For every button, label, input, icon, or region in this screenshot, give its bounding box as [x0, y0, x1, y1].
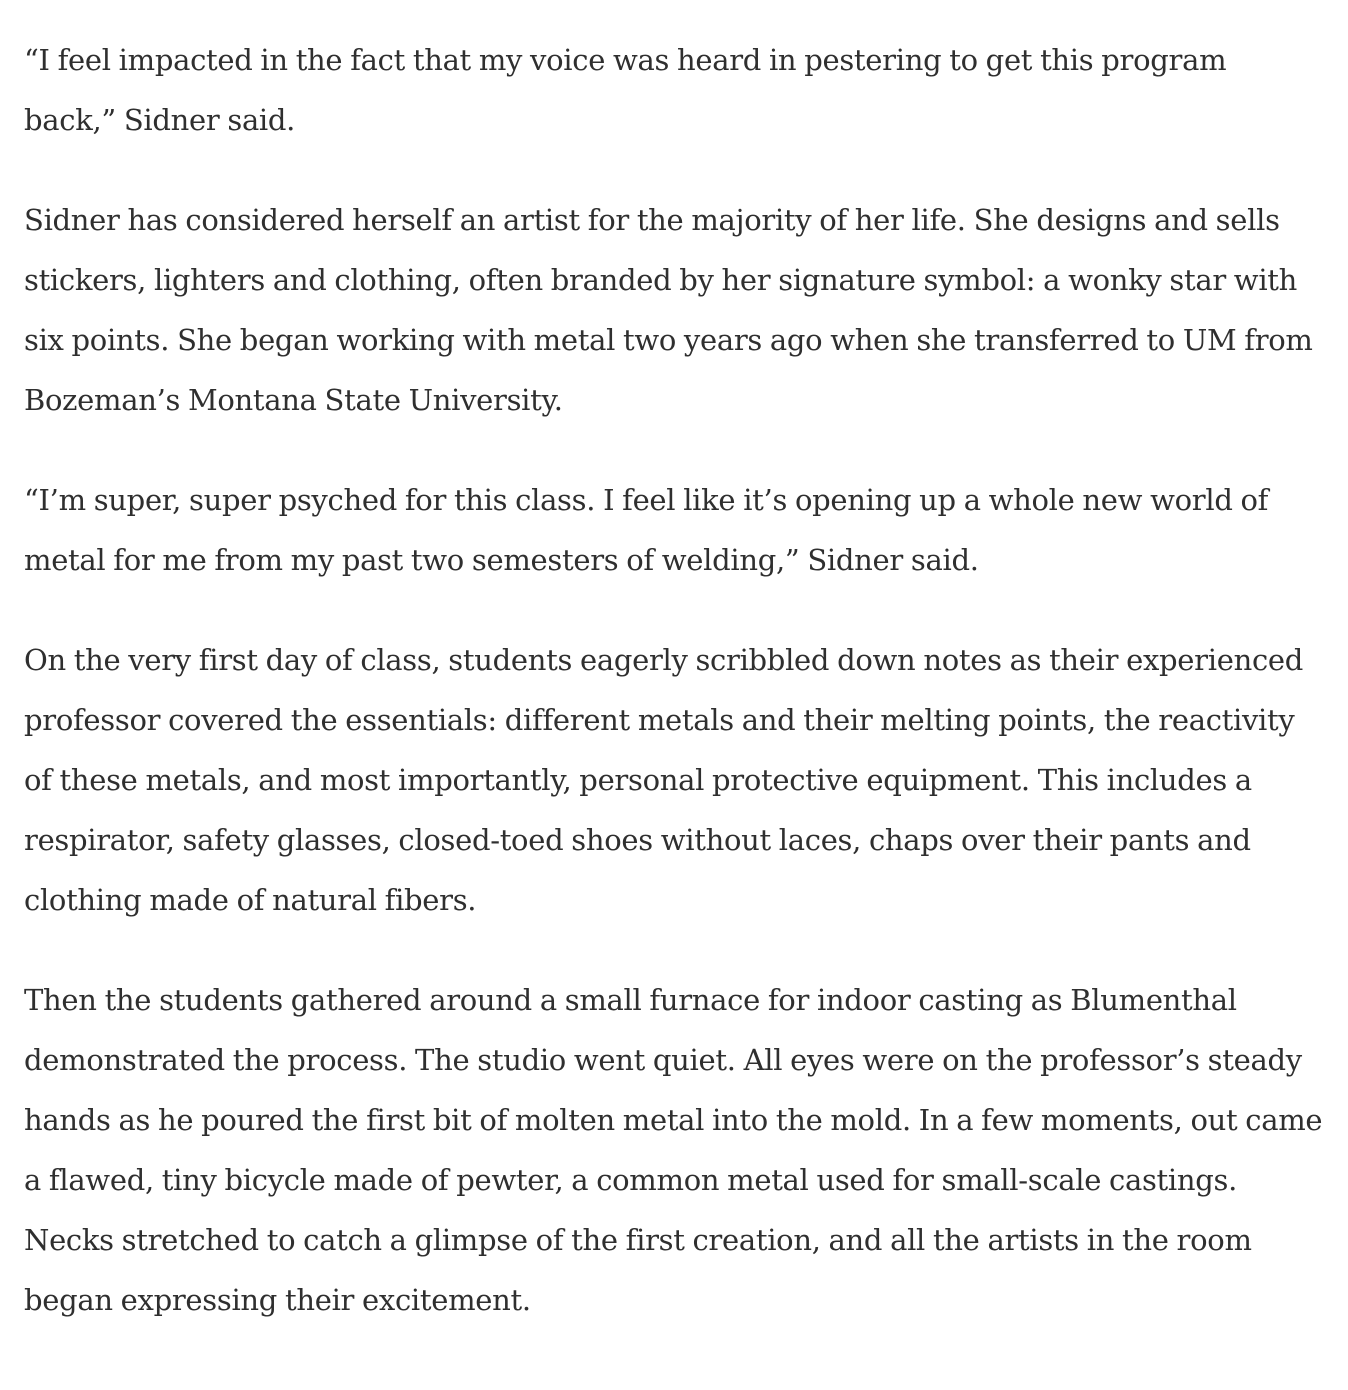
article-paragraph-sidner-background: Sidner has considered herself an artist for the majority of her life. She designs and sells stickers, lighters and clothing, often branded by her signature symbol: a wonky star with six points. She began working with metal two years ago when she transferred to UM from Bozeman’s Montana State University.	[24, 203, 1313, 417]
article-paragraph-first-day: On the very first day of class, students eagerly scribbled down notes as their experienced professor covered the essentials: different metals and their melting points, the reactivity of these metals, and most importantly, personal protective equipment. This includes a respirator, safety glasses, closed-toed shoes without laces, chaps over their pants and clothing made of natural fibers.	[24, 643, 1304, 917]
article-paragraph-quote-psyched: “I’m super, super psyched for this class. I feel like it’s opening up a whole new world of metal for me from my past two semesters of welding,” Sidner said.	[24, 483, 1269, 577]
article-paragraph-quote-impacted: “I feel impacted in the fact that my voice was heard in pestering to get this program back,” Sidner said.	[24, 43, 1227, 137]
article-paragraph-casting-demo: Then the students gathered around a small furnace for indoor casting as Blumenthal demonstrated the process. The studio went quiet. All eyes were on the professor’s steady hands as he poured the first bit of molten metal into the mold. In a few moments, out came a flawed, tiny bicycle made of pewter, a common metal used for small-scale castings. Necks stretched to catch a glimpse of the first creation, and all the artists in the room began expressing their excitement.	[24, 983, 1323, 1317]
